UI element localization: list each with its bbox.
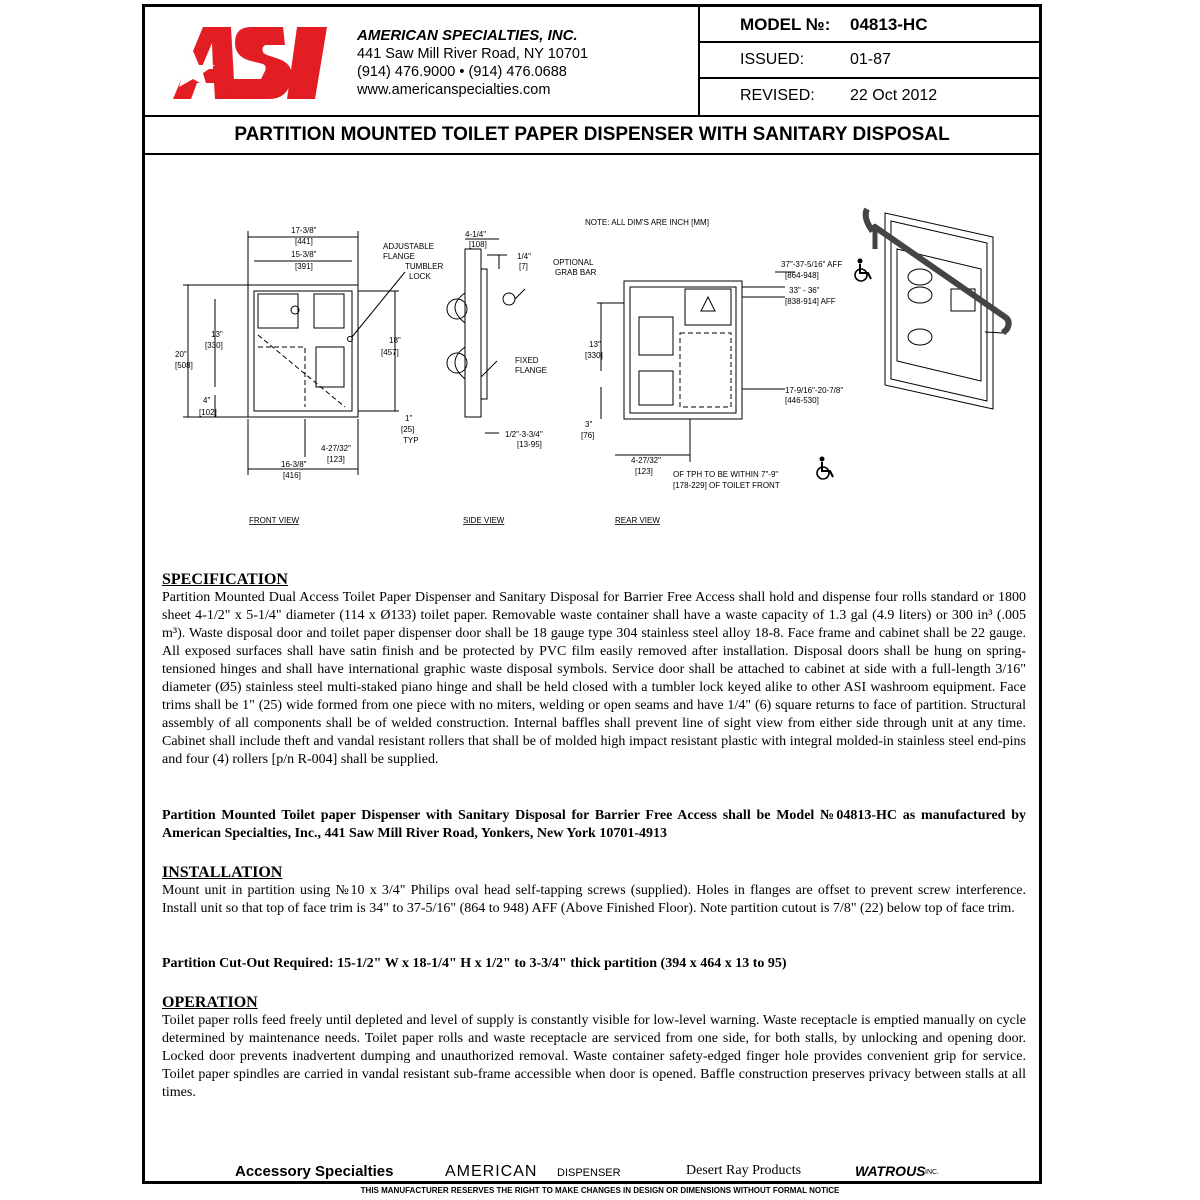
specification-text: Partition Mounted Dual Access Toilet Paper Dispenser and Sanitary Disposal for Barrier Free Access shall hold and dispense four rolls standard or 1800 sheet 4-1/2" x 5-1/4" diameter (114 x Ø133) toilet paper. Removable waste container shall have a waste capacity of 1.3 gal (4.9 liters) or 300 in³ (.005 m³). Waste disposal door and toilet paper dispenser door shall be 18 gauge type 304 stainless steel alloy 18-8. Face frame and cabinet shall be 22 gauge. All exposed surfaces shall have satin finish and be protected by PVC film easily removed after installation. Disposal doors shall be hung on spring-tensioned hinges and shall have international graphic waste disposal symbols. Service door shall be attached to cabinet at side with a full-length 3/16" diameter (Ø5) stainless steel multi-staked piano hinge and shall be held closed with a tumbler lock keyed alike to other ASI washroom equipment. Face trims shall be 1" (25) wide formed from one piece with no miters, welding or open seams and have 1/4" (6) square returns to face of partition. Structural assembly of all components shall be of welded construction. Internal baffles shall prevent line of sight view from either side through unit at any time. Cabinet shall include theft and vandal resistant rollers that shall be of molded high impact resistant plastic with integral molded-in stainless steel end-pins and four (4) rollers [p/n R-004] shall be supplied. bbox=[162, 590, 1026, 767]
specification-section bbox=[162, 571, 1026, 769]
operation-heading: OPERATION bbox=[162, 994, 258, 1011]
svg-text:[178-229] OF TOILET FRONT: [178-229] OF TOILET FRONT bbox=[673, 481, 780, 490]
svg-text:18": 18" bbox=[389, 336, 401, 345]
svg-text:33" - 36": 33" - 36" bbox=[789, 286, 820, 295]
installation-text: Mount unit in partition using №10 x 3/4" Philips oval head self-tapping screws (supplied). Holes in flanges are offset to prevent screw interference. Install unit so that top of face trim is 34" to 37-5/16" (864 to 948) AFF (Above Finished Floor). Note partition cutout is 7/8" (22) below top of face trim. bbox=[162, 883, 1026, 916]
svg-text:[508]: [508] bbox=[175, 361, 193, 370]
svg-text:1/4": 1/4" bbox=[517, 252, 531, 261]
brand-dispenser: DISPENSER bbox=[557, 1167, 621, 1179]
svg-text:13": 13" bbox=[211, 330, 223, 339]
svg-text:[7]: [7] bbox=[519, 262, 528, 271]
svg-text:OF TPH TO BE WITHIN 7"-9": OF TPH TO BE WITHIN 7"-9" bbox=[673, 470, 779, 479]
specification-heading: SPECIFICATION bbox=[162, 571, 288, 588]
revised-label: REVISED: bbox=[740, 87, 815, 104]
svg-text:[838-914] AFF: [838-914] AFF bbox=[785, 297, 836, 306]
model-row bbox=[700, 7, 1039, 43]
svg-text:[25]: [25] bbox=[401, 425, 415, 434]
svg-text:4-1/4": 4-1/4" bbox=[465, 230, 487, 239]
disclaimer: THIS MANUFACTURER RESERVES THE RIGHT TO MAKE CHANGES IN DESIGN OR DIMENSIONS WITHOUT FORMAL NOTICE bbox=[360, 1186, 840, 1195]
revised-row bbox=[700, 79, 1039, 115]
svg-text:16-3/8": 16-3/8" bbox=[281, 460, 307, 469]
svg-text:OPTIONAL: OPTIONAL bbox=[553, 258, 594, 267]
revised-value: 22 Oct 2012 bbox=[850, 87, 938, 104]
svg-text:[446-530]: [446-530] bbox=[785, 396, 819, 405]
svg-text:20": 20" bbox=[175, 350, 187, 359]
model-info-box bbox=[698, 7, 1039, 115]
issued-row bbox=[700, 43, 1039, 79]
svg-text:[441]: [441] bbox=[295, 237, 313, 246]
svg-text:[416]: [416] bbox=[283, 471, 301, 480]
company-website[interactable]: www.americanspecialties.com bbox=[357, 82, 551, 98]
dim-17-3-8: 17-3/8" bbox=[291, 226, 317, 235]
model-label: MODEL №: bbox=[740, 15, 831, 34]
front-view-label: FRONT VIEW bbox=[249, 516, 300, 525]
wheelchair-icon bbox=[855, 259, 871, 282]
installation-section bbox=[162, 864, 1026, 918]
svg-text:4": 4" bbox=[203, 396, 211, 405]
svg-text:FLANGE: FLANGE bbox=[383, 252, 416, 261]
svg-text:[13-95]: [13-95] bbox=[517, 440, 542, 449]
rear-view-label: REAR VIEW bbox=[615, 516, 660, 525]
brand-desert-ray: Desert Ray Products bbox=[686, 1163, 802, 1178]
brand-american: AMERICAN bbox=[445, 1163, 538, 1180]
company-address: 441 Saw Mill River Road, NY 10701 bbox=[357, 46, 589, 62]
issued-label: ISSUED: bbox=[740, 51, 805, 68]
svg-text:[330]: [330] bbox=[205, 341, 223, 350]
svg-text:4-27/32": 4-27/32" bbox=[631, 456, 661, 465]
header bbox=[145, 7, 1039, 117]
svg-text:17-9/16"-20-7/8": 17-9/16"-20-7/8" bbox=[785, 386, 844, 395]
svg-text:[123]: [123] bbox=[635, 467, 653, 476]
company-info bbox=[357, 27, 588, 99]
svg-text:[102]: [102] bbox=[199, 408, 217, 417]
drawing-canvas bbox=[145, 157, 1039, 567]
svg-text:[457]: [457] bbox=[381, 348, 399, 357]
spec-sheet bbox=[142, 4, 1042, 1184]
svg-text:13": 13" bbox=[589, 340, 601, 349]
brand-accessory-specialties: Accessory Specialties bbox=[235, 1163, 394, 1180]
company-name: AMERICAN SPECIALTIES, INC. bbox=[357, 27, 578, 44]
document-title: PARTITION MOUNTED TOILET PAPER DISPENSER WITH SANITARY DISPOSAL bbox=[145, 117, 1039, 155]
svg-text:FIXED: FIXED bbox=[515, 356, 539, 365]
svg-text:15-3/8": 15-3/8" bbox=[291, 250, 317, 259]
svg-text:GRAB BAR: GRAB BAR bbox=[555, 268, 597, 277]
svg-text:[76]: [76] bbox=[581, 431, 595, 440]
brand-watrous-suffix: INC. bbox=[925, 1169, 939, 1176]
drawing-note: NOTE: ALL DIM'S ARE INCH [MM] bbox=[585, 218, 709, 227]
operation-text: Toilet paper rolls feed freely until depleted and level of supply is constantly visible for low-level warning. Waste receptacle is emptied manually on cycle determined by maintenance needs. Toilet paper rolls and waste receptacle are serviced from one side, for both stalls, by unlocking and opening door. Locked door prevents inadvertent dumping and unauthorized removal. Waste container safety-edged finger hole provides convenient grip for service. Toilet paper spindles are carried in vandal resistant sub-frame accessible when door is opened. Baffle construction preserves privacy between stalls at all times. bbox=[162, 1013, 1026, 1100]
technical-drawing bbox=[145, 157, 1039, 567]
front-outer-frame bbox=[248, 285, 358, 417]
issued-value: 01-87 bbox=[850, 51, 891, 68]
svg-text:[330]: [330] bbox=[585, 351, 603, 360]
svg-text:4-27/32": 4-27/32" bbox=[321, 444, 351, 453]
svg-text:[864-948]: [864-948] bbox=[785, 271, 819, 280]
model-value: 04813-HC bbox=[850, 15, 928, 34]
svg-text:[123]: [123] bbox=[327, 455, 345, 464]
company-phones: (914) 476.9000 • (914) 476.0688 bbox=[357, 64, 567, 80]
svg-text:3": 3" bbox=[585, 420, 593, 429]
model-statement: Partition Mounted Toilet paper Dispenser with Sanitary Disposal for Barrier Free Access shall be Model №04813-HC as manufactured by American Specialties, Inc., 441 Saw Mill River Road, Yonkers, New York 10701-4913 bbox=[162, 808, 1026, 841]
svg-text:ADJUSTABLE: ADJUSTABLE bbox=[383, 242, 434, 251]
operation-section bbox=[162, 994, 1026, 1102]
asi-logo bbox=[165, 21, 335, 101]
svg-text:TUMBLER: TUMBLER bbox=[405, 262, 444, 271]
footer-brands bbox=[145, 1163, 1039, 1183]
side-view-label: SIDE VIEW bbox=[463, 516, 505, 525]
svg-text:[391]: [391] bbox=[295, 262, 313, 271]
svg-text:1": 1" bbox=[405, 414, 413, 423]
cutout-statement: Partition Cut-Out Required: 15-1/2" W x 18-1/4" H x 1/2" to 3-3/4" thick partition (394 x 464 x 13 to 95) bbox=[162, 956, 787, 971]
svg-text:ASI: ASI bbox=[165, 21, 167, 22]
brand-watrous: WATROUS bbox=[855, 1163, 926, 1179]
svg-text:TYP: TYP bbox=[403, 436, 419, 445]
svg-text:1/2"-3-3/4": 1/2"-3-3/4" bbox=[505, 430, 543, 439]
svg-text:37"-37-5/16" AFF: 37"-37-5/16" AFF bbox=[781, 260, 843, 269]
wheelchair-icon bbox=[817, 457, 833, 480]
svg-text:[108]: [108] bbox=[469, 240, 487, 249]
svg-text:FLANGE: FLANGE bbox=[515, 366, 548, 375]
svg-text:LOCK: LOCK bbox=[409, 272, 431, 281]
installation-heading: INSTALLATION bbox=[162, 864, 283, 881]
